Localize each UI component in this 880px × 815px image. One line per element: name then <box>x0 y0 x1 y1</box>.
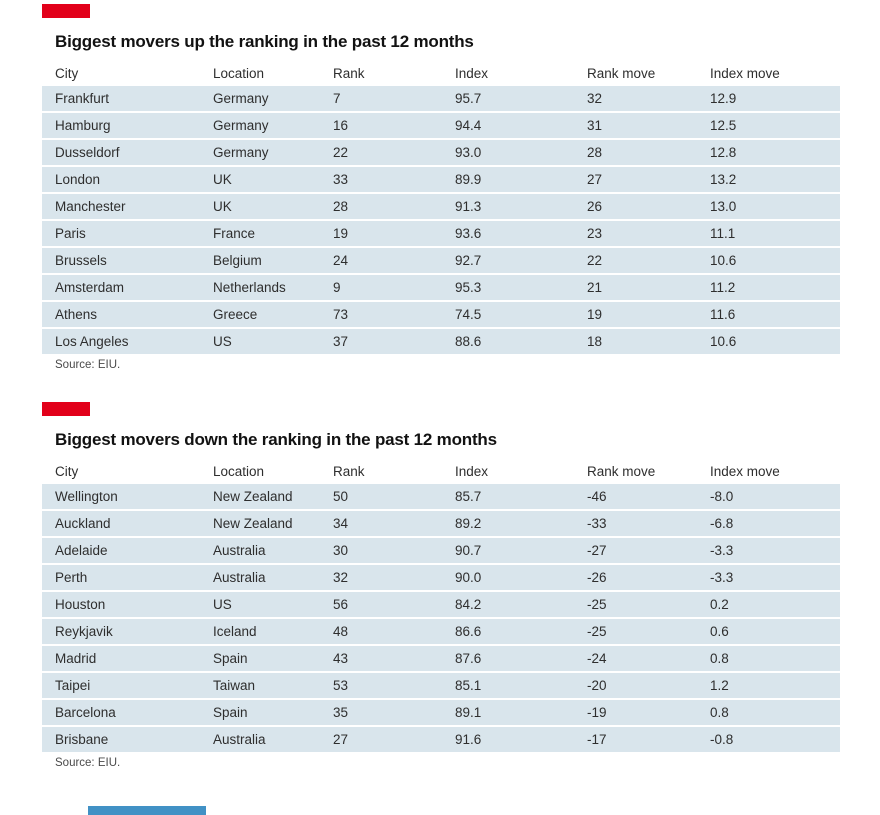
table-cell: Reykjavik <box>55 624 113 639</box>
table-cell: 10.6 <box>710 253 737 268</box>
table-cell: 11.1 <box>710 226 736 241</box>
table-cell: 35 <box>333 705 349 720</box>
table-cell: -46 <box>587 489 607 504</box>
table-cell: -3.3 <box>710 543 734 558</box>
table-cell: 22 <box>587 253 603 268</box>
table-row <box>42 275 840 300</box>
table-cell: Germany <box>213 118 269 133</box>
table-cell: 91.6 <box>455 732 482 747</box>
source-note: Source: EIU. <box>55 757 121 769</box>
table-cell: 19 <box>587 307 603 322</box>
table-cell: 0.6 <box>710 624 729 639</box>
table-cell: 24 <box>333 253 349 268</box>
column-header: Rank move <box>587 65 656 81</box>
table-cell: Madrid <box>55 651 97 666</box>
table-cell: -8.0 <box>710 489 734 504</box>
table-cell: Iceland <box>213 624 257 639</box>
table-row <box>42 248 840 273</box>
table-cell: Australia <box>213 570 266 585</box>
column-header: Rank move <box>587 463 656 479</box>
table-cell: 19 <box>333 226 349 241</box>
table-cell: Los Angeles <box>55 334 129 349</box>
table-cell: Spain <box>213 705 248 720</box>
table-cell: Taipei <box>55 678 91 693</box>
table-cell: 0.2 <box>710 597 729 612</box>
table-cell: France <box>213 226 256 241</box>
table-cell: Auckland <box>55 516 111 531</box>
table-row <box>42 194 840 219</box>
table-row <box>42 484 840 509</box>
table-cell: 94.4 <box>455 118 482 133</box>
table-row <box>42 167 840 192</box>
table-cell: -3.3 <box>710 570 734 585</box>
table-cell: -19 <box>587 705 607 720</box>
table-cell: 88.6 <box>455 334 482 349</box>
table-cell: 22 <box>333 145 349 160</box>
table-row <box>42 140 840 165</box>
table-cell: 56 <box>333 597 349 612</box>
column-header: Index move <box>710 65 780 81</box>
table-cell: -20 <box>587 678 607 693</box>
table-cell: 27 <box>333 732 349 747</box>
table-cell: Brussels <box>55 253 107 268</box>
table-cell: Brisbane <box>55 732 109 747</box>
table-cell: US <box>213 597 232 612</box>
table-cell: -17 <box>587 732 607 747</box>
column-header: Index <box>455 463 489 479</box>
table-cell: Adelaide <box>55 543 108 558</box>
table-cell: 37 <box>333 334 349 349</box>
table-cell: Taiwan <box>213 678 256 693</box>
table-cell: 28 <box>587 145 603 160</box>
table-cell: Houston <box>55 597 106 612</box>
column-header: Rank <box>333 65 365 81</box>
source-note: Source: EIU. <box>55 359 121 371</box>
table-cell: 32 <box>587 91 603 106</box>
table-cell: -33 <box>587 516 607 531</box>
table-cell: -25 <box>587 624 607 639</box>
movers-up-table <box>42 4 840 371</box>
table-cell: 92.7 <box>455 253 482 268</box>
table-row <box>42 86 840 111</box>
table-row <box>42 673 840 698</box>
table-cell: 73 <box>333 307 349 322</box>
column-header: Location <box>213 65 265 81</box>
table-cell: Belgium <box>213 253 262 268</box>
table-cell: 48 <box>333 624 349 639</box>
table-cell: 89.2 <box>455 516 482 531</box>
table-cell: Barcelona <box>55 705 116 720</box>
table-cell: 50 <box>333 489 349 504</box>
table-cell: 13.0 <box>710 199 737 214</box>
table-cell: 53 <box>333 678 349 693</box>
table-cell: 9 <box>333 280 341 295</box>
table-row <box>42 727 840 752</box>
table-cell: 93.0 <box>455 145 482 160</box>
table-cell: -0.8 <box>710 732 734 747</box>
table-cell: 90.7 <box>455 543 482 558</box>
table-cell: 84.2 <box>455 597 482 612</box>
table-cell: Germany <box>213 91 269 106</box>
cropped-chart-bar <box>88 806 206 815</box>
column-header: Index move <box>710 463 780 479</box>
table-row <box>42 511 840 536</box>
table-cell: Frankfurt <box>55 91 110 106</box>
table-cell: 27 <box>587 172 603 187</box>
table-cell: Wellington <box>55 489 118 504</box>
table-row <box>42 221 840 246</box>
table-cell: 23 <box>587 226 603 241</box>
table-header-row <box>42 458 840 484</box>
table-cell: Germany <box>213 145 269 160</box>
table-cell: 85.1 <box>455 678 482 693</box>
movers-down-table <box>42 402 840 769</box>
table-cell: 12.9 <box>710 91 737 106</box>
table-cell: -26 <box>587 570 607 585</box>
column-header: Index <box>455 65 489 81</box>
column-header: Rank <box>333 463 365 479</box>
table-cell: 18 <box>587 334 603 349</box>
table-cell: 10.6 <box>710 334 737 349</box>
table-cell: London <box>55 172 101 187</box>
table-cell: 85.7 <box>455 489 482 504</box>
table-cell: 87.6 <box>455 651 482 666</box>
table-cell: 26 <box>587 199 603 214</box>
table-cell: 34 <box>333 516 349 531</box>
table-body <box>42 484 840 752</box>
table-cell: 91.3 <box>455 199 482 214</box>
table-cell: 21 <box>587 280 603 295</box>
table-title: Biggest movers down the ranking in the past 12 months <box>55 430 497 449</box>
table-cell: 0.8 <box>710 651 729 666</box>
table-cell: 90.0 <box>455 570 482 585</box>
table-cell: Hamburg <box>55 118 111 133</box>
table-cell: 12.5 <box>710 118 737 133</box>
table-cell: -24 <box>587 651 607 666</box>
table-cell: 33 <box>333 172 349 187</box>
table-cell: 32 <box>333 570 349 585</box>
table-body <box>42 86 840 354</box>
table-cell: 93.6 <box>455 226 482 241</box>
table-cell: Manchester <box>55 199 126 214</box>
table-cell: 74.5 <box>455 307 482 322</box>
table-cell: New Zealand <box>213 516 293 531</box>
column-header: City <box>55 463 79 479</box>
table-cell: 95.7 <box>455 91 482 106</box>
table-cell: 89.9 <box>455 172 482 187</box>
table-title: Biggest movers up the ranking in the past 12 months <box>55 32 474 51</box>
table-cell: 1.2 <box>710 678 729 693</box>
column-header: Location <box>213 463 265 479</box>
table-cell: Greece <box>213 307 258 322</box>
table-cell: 12.8 <box>710 145 737 160</box>
table-row <box>42 302 840 327</box>
table-cell: 30 <box>333 543 349 558</box>
table-cell: Dusseldorf <box>55 145 120 160</box>
table-cell: 43 <box>333 651 349 666</box>
table-row <box>42 329 840 354</box>
table-cell: -6.8 <box>710 516 734 531</box>
table-cell: New Zealand <box>213 489 293 504</box>
column-header: City <box>55 65 79 81</box>
table-cell: 7 <box>333 91 341 106</box>
table-cell: Paris <box>55 226 86 241</box>
table-cell: US <box>213 334 232 349</box>
table-cell: 31 <box>587 118 603 133</box>
table-cell: -27 <box>587 543 607 558</box>
table-cell: 89.1 <box>455 705 482 720</box>
table-row <box>42 619 840 644</box>
table-cell: Australia <box>213 732 266 747</box>
table-cell: 28 <box>333 199 349 214</box>
table-cell: 0.8 <box>710 705 729 720</box>
table-row <box>42 592 840 617</box>
table-row <box>42 538 840 563</box>
table-cell: UK <box>213 199 232 214</box>
table-row <box>42 113 840 138</box>
table-cell: Australia <box>213 543 266 558</box>
table-row <box>42 646 840 671</box>
table-cell: Spain <box>213 651 248 666</box>
table-row <box>42 700 840 725</box>
table-cell: 13.2 <box>710 172 737 187</box>
red-badge <box>42 4 90 18</box>
table-cell: Netherlands <box>213 280 286 295</box>
table-cell: Amsterdam <box>55 280 125 295</box>
table-cell: UK <box>213 172 232 187</box>
table-cell: 16 <box>333 118 349 133</box>
table-cell: -25 <box>587 597 607 612</box>
table-cell: Perth <box>55 570 88 585</box>
table-cell: Athens <box>55 307 98 322</box>
red-badge <box>42 402 90 416</box>
table-cell: 11.2 <box>710 280 736 295</box>
table-cell: 86.6 <box>455 624 482 639</box>
table-cell: 95.3 <box>455 280 482 295</box>
table-header-row <box>42 60 840 86</box>
table-cell: 11.6 <box>710 307 736 322</box>
table-row <box>42 565 840 590</box>
